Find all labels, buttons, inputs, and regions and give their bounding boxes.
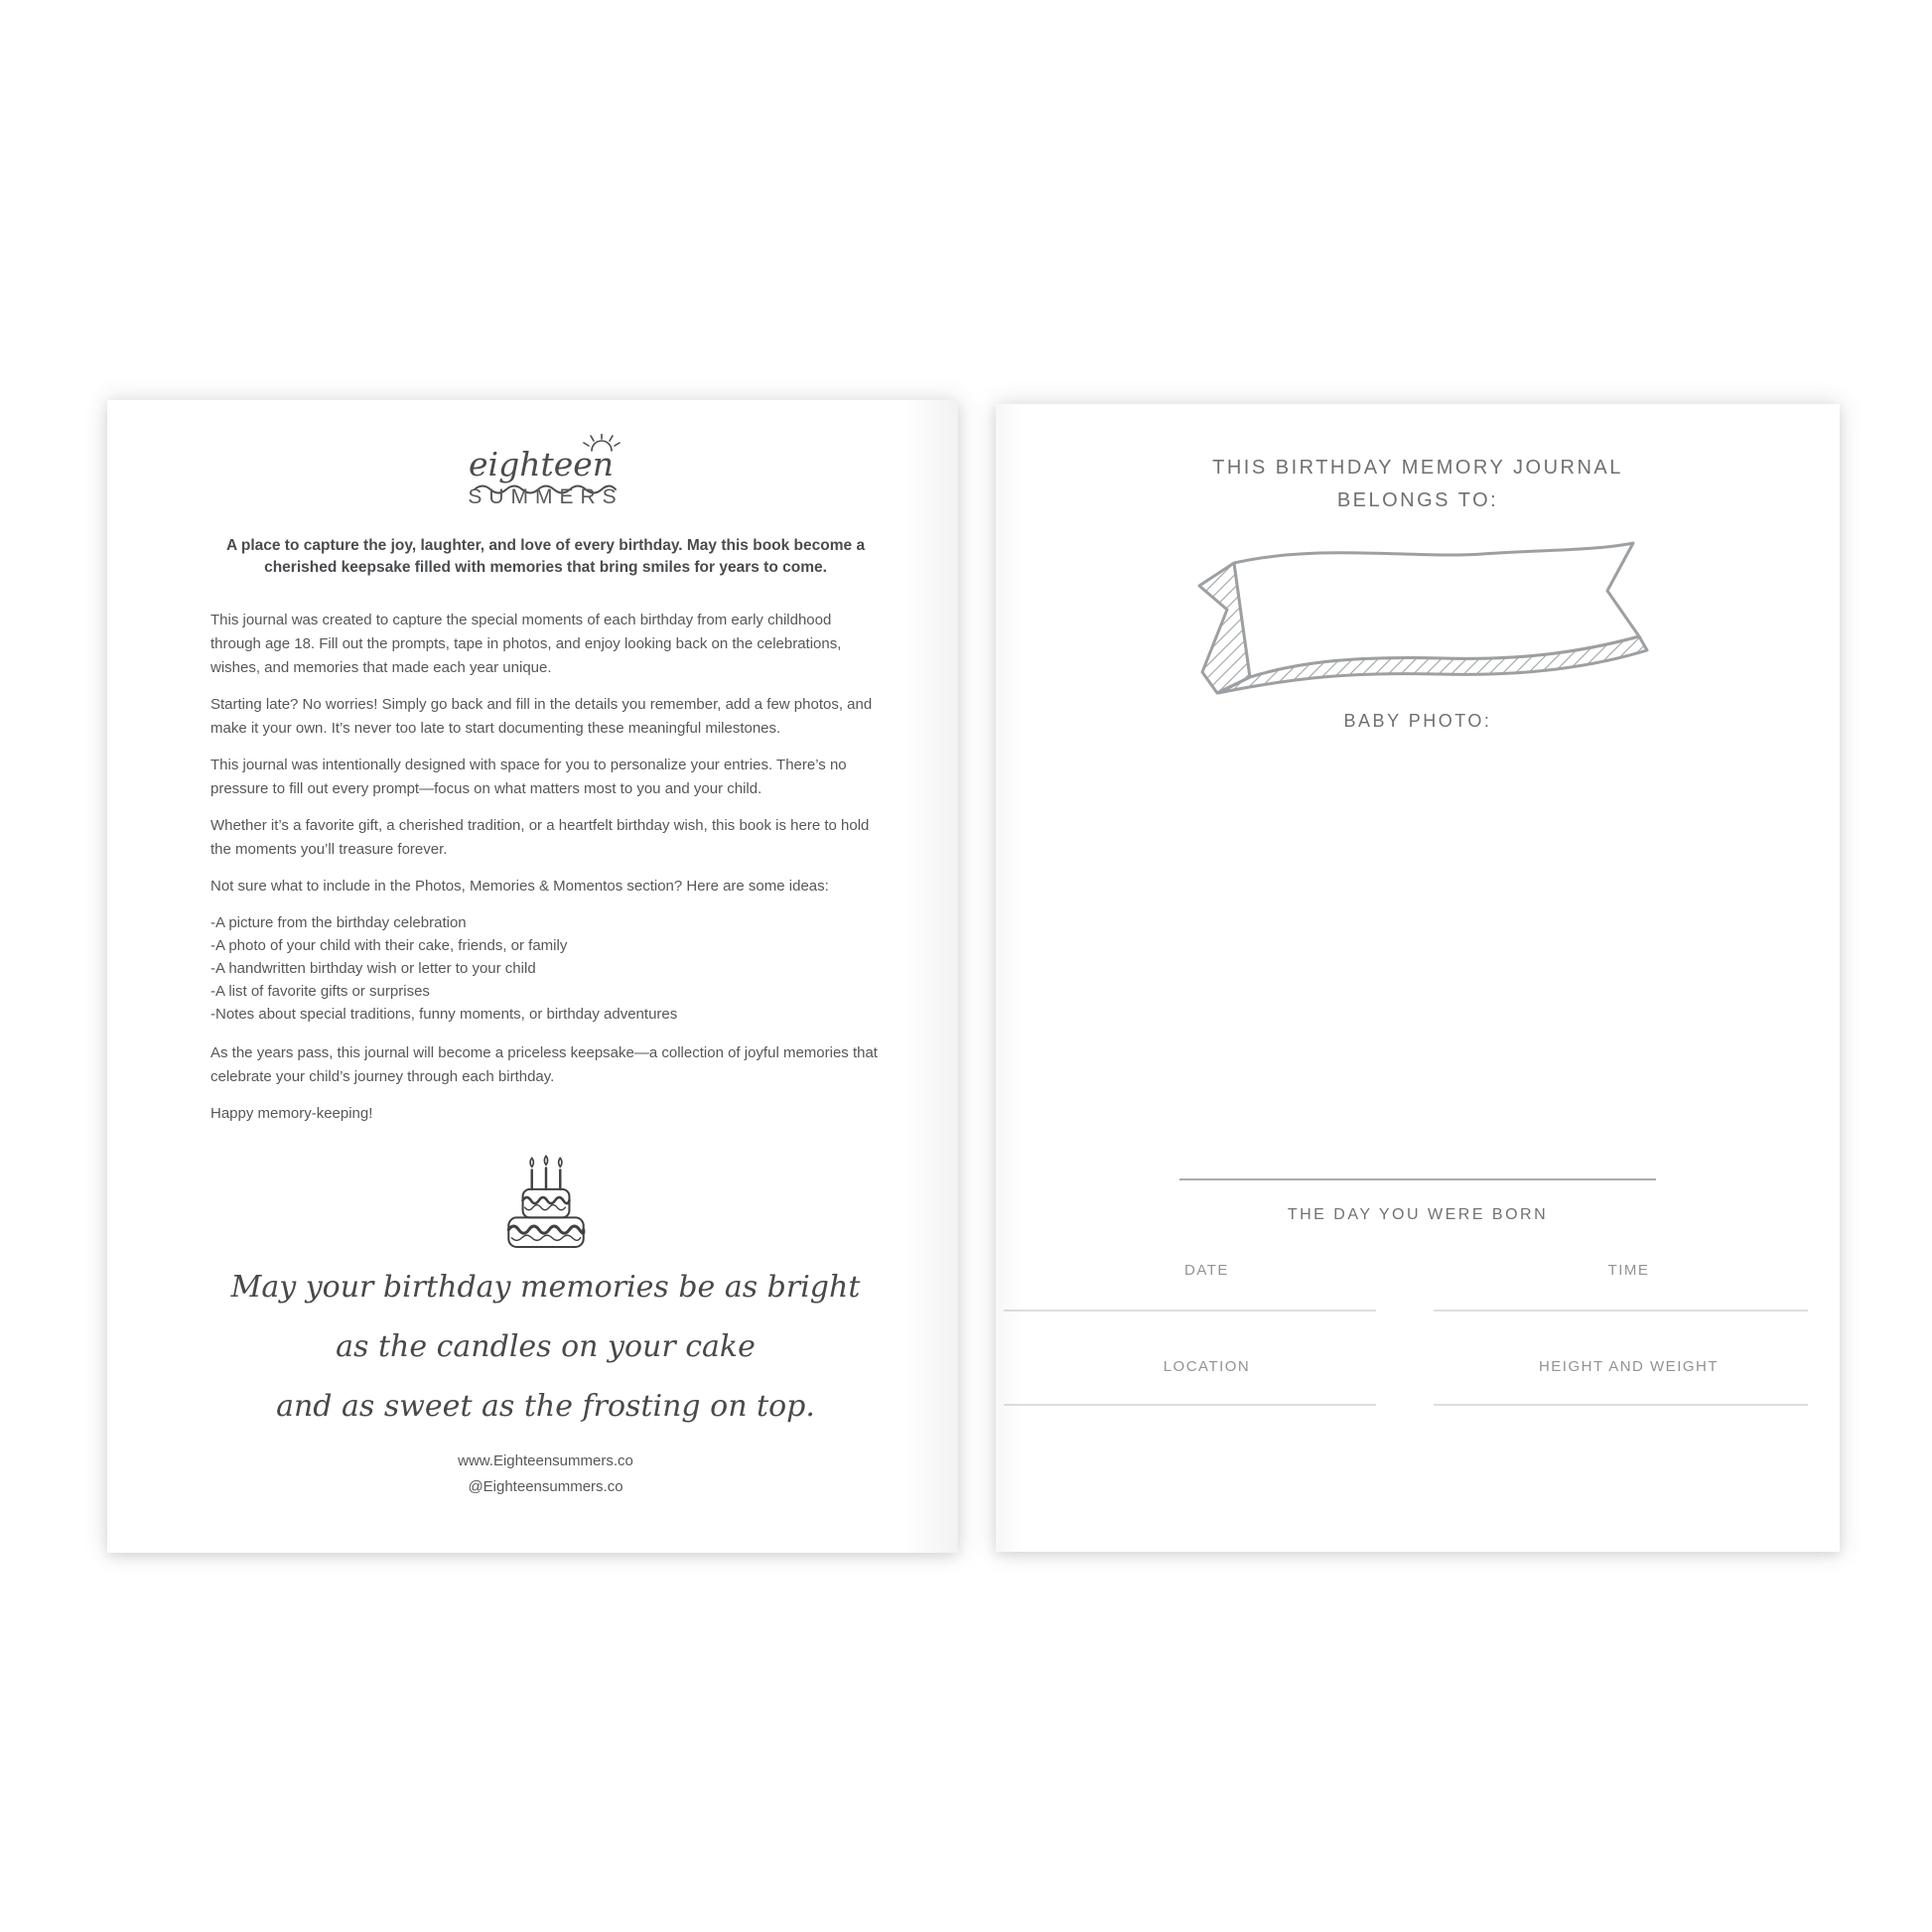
time-field [1418,1262,1840,1311]
intro-statement: A place to capture the joy, laughter, and love of every birthday. May this book become a cherished keepsake filled with memories that bring smiles for years to come. [225,537,866,576]
height-weight-field [1418,1358,1840,1406]
left-page-content [107,400,958,1500]
ribbon-banner-icon [1184,523,1651,702]
baby-photo-label: BABY PHOTO: [1343,711,1492,731]
baby-photo-area [996,732,1840,1169]
cake-block [210,1144,881,1254]
website-url: www.Eighteensummers.co [458,1452,633,1469]
born-section-title: THE DAY YOU WERE BORN [1287,1206,1549,1223]
height-weight-write-line [1434,1404,1808,1406]
quote-line-2: as the candles on your cake [336,1329,756,1364]
ideas-list [210,911,881,1026]
social-handle: @Eighteensummers.co [468,1478,623,1495]
name-banner [996,523,1840,702]
location-write-line [1004,1404,1376,1406]
logo-script-text: eighteen [468,445,614,483]
page-title-line1: THIS BIRTHDAY MEMORY JOURNAL [1212,457,1623,479]
quote-line-3: and as sweet as the frosting on top. [276,1389,815,1424]
paragraph-2: Starting late? No worries! Simply go back and fill in the details you remember, add a few photos, and make it your own. It’s never too late to start documenting these meaningful milestones. [210,696,873,737]
right-page-content [996,404,1840,1552]
idea-item: -A list of favorite gifts or surprises [210,983,430,1000]
birthday-cake-icon [496,1144,596,1249]
closing-paragraph: As the years pass, this journal will become a priceless keepsake—a collection of joyful memories that celebrate your child’s journey through each birthday. [210,1044,878,1085]
location-height-row [996,1358,1840,1406]
date-time-row [996,1262,1840,1311]
brand-caps: SUMMERS [468,485,623,508]
idea-item: -A picture from the birthday celebration [210,914,467,931]
paragraph-3: This journal was intentionally designed with space for you to personalize your entries. There’s no pressure to fill out every prompt—focus on what matters most to you and your child. [210,757,847,797]
time-write-line [1434,1310,1808,1311]
date-label: DATE [1184,1262,1229,1279]
paragraph-1: This journal was created to capture the special moments of each birthday from early childhood through age 18. Fill out the prompts, tape in photos, and enjoy looking back on the celebrations, wishes, and memories that made each year unique. [210,612,842,676]
brand-logo [210,434,881,509]
location-label: LOCATION [1163,1358,1251,1375]
height-weight-label: HEIGHT AND WEIGHT [1538,1358,1720,1375]
paragraph-4: Whether it’s a favorite gift, a cherished tradition, or a heartfelt birthday wish, this book is here to hold the moments you’ll treasure forever. [210,817,870,858]
left-page [107,400,958,1553]
page-title [996,452,1840,517]
date-field [996,1262,1418,1311]
divider-line [1179,1178,1656,1180]
time-label: TIME [1607,1262,1650,1279]
paragraph-5: Not sure what to include in the Photos, Memories & Momentos section? Here are some ideas: [210,878,829,895]
right-page [996,404,1840,1552]
signoff-line: Happy memory-keeping! [210,1105,373,1122]
idea-item: -A photo of your child with their cake, friends, or family [210,937,568,954]
location-field [996,1358,1418,1406]
idea-item: -A handwritten birthday wish or letter to your child [210,960,536,977]
date-write-line [1004,1310,1376,1311]
quote-line-1: May your birthday memories be as bright [230,1270,861,1305]
idea-item: -Notes about special traditions, funny moments, or birthday adventures [210,1006,678,1023]
quote-block [210,1258,881,1437]
page-title-line2: BELONGS TO: [1336,489,1499,511]
